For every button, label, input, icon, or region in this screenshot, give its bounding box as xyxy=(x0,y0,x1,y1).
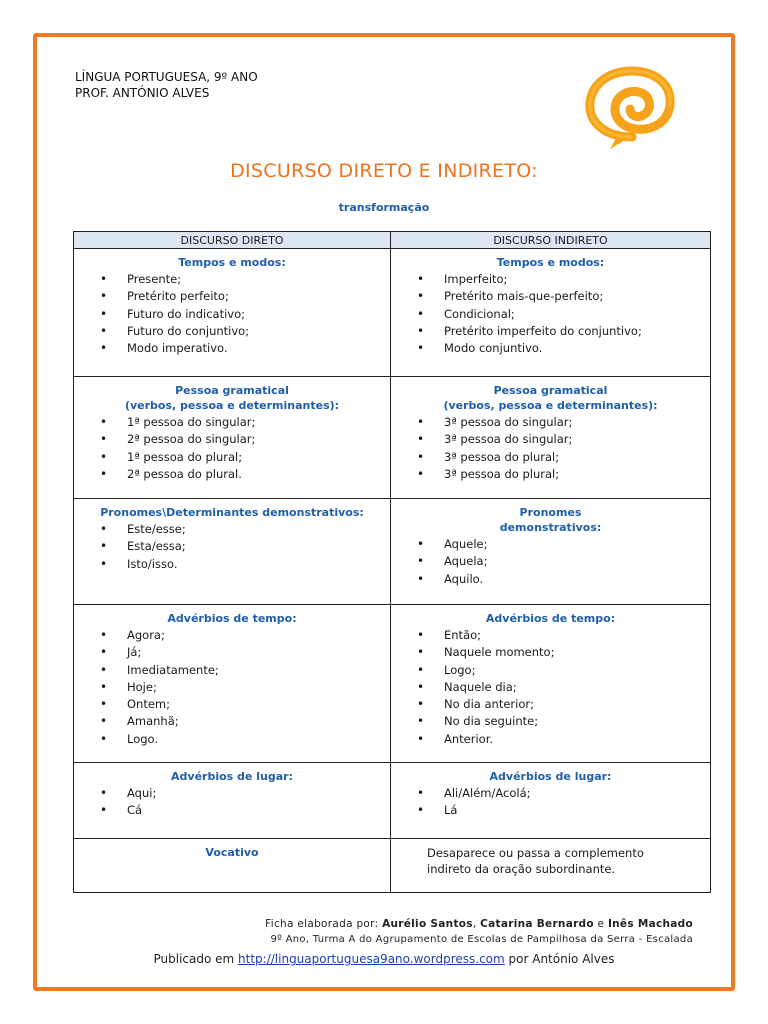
list-item: • Logo. xyxy=(127,731,380,748)
list-item: • Naquele dia; xyxy=(444,679,700,696)
list-item: • Aquele; xyxy=(444,536,700,553)
list-item: • No dia seguinte; xyxy=(444,713,700,730)
section-heading xyxy=(401,255,700,270)
bullet-list xyxy=(84,521,380,573)
list-item: • Pretérito imperfeito do conjuntivo; xyxy=(444,323,700,340)
document-title: DISCURSO DIRETO E INDIRETO: xyxy=(230,160,538,182)
cell-indirect xyxy=(391,839,711,893)
list-item: • 2ª pessoa do plural. xyxy=(127,466,380,483)
header-subject: LÍNGUA PORTUGUESA, 9º ANO xyxy=(75,70,258,84)
section-heading-line: Tempos e modos: xyxy=(496,256,605,269)
section-heading-line: Pronomes xyxy=(519,506,582,519)
bullet-list xyxy=(401,536,700,588)
publication-prefix: Publicado em xyxy=(153,952,239,966)
vocativo-text-line: indireto da oração subordinante. xyxy=(427,862,616,876)
cell-direct xyxy=(74,249,391,377)
section-heading-line: Pronomes\Determinantes demonstrativos: xyxy=(100,506,364,519)
list-item: • 1ª pessoa do singular; xyxy=(127,414,380,431)
cell-direct xyxy=(74,763,391,839)
list-item: • Condicional; xyxy=(444,306,700,323)
list-item: • Presente; xyxy=(127,271,380,288)
list-item: • Futuro do indicativo; xyxy=(127,306,380,323)
list-item: • Hoje; xyxy=(127,679,380,696)
section-heading-line: Advérbios de lugar: xyxy=(171,770,293,783)
list-item: • Já; xyxy=(127,644,380,661)
list-item: • Cá xyxy=(127,802,380,819)
cell-indirect xyxy=(391,763,711,839)
bullet-list xyxy=(401,414,700,483)
publication-suffix: por António Alves xyxy=(504,952,615,966)
credits-prefix: Ficha elaborada por: xyxy=(265,918,383,930)
list-item: • Aqui; xyxy=(127,785,380,802)
cell-indirect xyxy=(391,249,711,377)
list-item: • 3ª pessoa do plural; xyxy=(444,449,700,466)
credits-sep-2: e xyxy=(593,918,608,930)
section-heading-line: Advérbios de tempo: xyxy=(485,612,616,625)
spiral-logo-icon xyxy=(580,63,680,153)
list-item: • Modo conjuntivo. xyxy=(444,340,700,357)
section-heading xyxy=(401,611,700,626)
section-heading xyxy=(84,383,380,413)
list-item: • Ontem; xyxy=(127,696,380,713)
list-item: • Logo; xyxy=(444,662,700,679)
blog-link[interactable]: http://linguaportuguesa9ano.wordpress.com xyxy=(238,952,505,966)
cell-indirect xyxy=(391,499,711,605)
table-row xyxy=(74,605,711,763)
school-line: 9º Ano, Turma A do Agrupamento de Escolas de Pampilhosa da Serra - Escalada xyxy=(270,934,693,945)
cell-direct xyxy=(74,377,391,499)
table-row xyxy=(74,249,711,377)
table-row xyxy=(74,763,711,839)
list-item: • Esta/essa; xyxy=(127,538,380,555)
header-teacher: PROF. ANTÓNIO ALVES xyxy=(75,86,210,100)
section-heading-line: Tempos e modos: xyxy=(178,256,286,269)
section-heading xyxy=(84,255,380,270)
bullet-list xyxy=(84,271,380,357)
comparison-table xyxy=(73,231,711,893)
section-heading xyxy=(84,505,380,520)
table-row-vocativo xyxy=(74,839,711,893)
section-heading xyxy=(401,505,700,535)
bullet-list xyxy=(84,785,380,820)
document-header xyxy=(75,69,258,101)
section-heading-line: Pessoa gramatical xyxy=(493,384,608,397)
credits-sep-1: , xyxy=(472,918,481,930)
cell-direct xyxy=(74,839,391,893)
list-item: • Isto/isso. xyxy=(127,556,380,573)
list-item: • Lá xyxy=(444,802,700,819)
list-item: • Anterior. xyxy=(444,731,700,748)
section-heading xyxy=(401,383,700,413)
cell-direct xyxy=(74,605,391,763)
column-header-direct: DISCURSO DIRETO xyxy=(74,232,391,249)
section-heading-line: Pessoa gramatical xyxy=(175,384,289,397)
table-row xyxy=(74,377,711,499)
list-item: • No dia anterior; xyxy=(444,696,700,713)
list-item: • Pretérito mais-que-perfeito; xyxy=(444,288,700,305)
list-item: • Aquela; xyxy=(444,553,700,570)
list-item: • Agora; xyxy=(127,627,380,644)
list-item: • 3ª pessoa do singular; xyxy=(444,431,700,448)
list-item: • 2ª pessoa do singular; xyxy=(127,431,380,448)
list-item: • Este/esse; xyxy=(127,521,380,538)
vocativo-text-line: Desaparece ou passa a complemento xyxy=(427,846,644,860)
bullet-list xyxy=(84,627,380,748)
cell-direct xyxy=(74,499,391,605)
list-item: • Imediatamente; xyxy=(127,662,380,679)
document-subtitle: transformação xyxy=(338,201,430,214)
list-item: • 3ª pessoa do plural; xyxy=(444,466,700,483)
section-heading-line: (verbos, pessoa e determinantes): xyxy=(124,399,340,412)
section-heading-line: Advérbios de lugar: xyxy=(489,770,612,783)
list-item: • Pretérito perfeito; xyxy=(127,288,380,305)
publication-line xyxy=(0,952,768,966)
list-item: • 1ª pessoa do plural; xyxy=(127,449,380,466)
column-header-indirect: DISCURSO INDIRETO xyxy=(391,232,711,249)
section-heading xyxy=(84,611,380,626)
section-heading-line: (verbos, pessoa e determinantes): xyxy=(443,399,658,412)
section-heading-line: Advérbios de tempo: xyxy=(167,612,297,625)
credits-author-1: Aurélio Santos xyxy=(382,918,473,930)
list-item: • Modo imperativo. xyxy=(127,340,380,357)
bullet-list xyxy=(84,414,380,483)
list-item: • Futuro do conjuntivo; xyxy=(127,323,380,340)
section-heading-line: demonstrativos: xyxy=(499,521,602,534)
credits-author-3: Inês Machado xyxy=(607,918,693,930)
table-row xyxy=(74,499,711,605)
list-item: • Então; xyxy=(444,627,700,644)
section-heading xyxy=(84,769,380,784)
cell-indirect xyxy=(391,377,711,499)
credits-author-2: Catarina Bernardo xyxy=(480,918,594,930)
list-item: • Naquele momento; xyxy=(444,644,700,661)
section-heading xyxy=(401,769,700,784)
section-heading: Vocativo xyxy=(205,846,259,859)
table-header-row xyxy=(74,232,711,249)
list-item: • Amanhã; xyxy=(127,713,380,730)
list-item: • Aquilo. xyxy=(444,571,700,588)
table-body xyxy=(74,249,711,893)
list-item: • 3ª pessoa do singular; xyxy=(444,414,700,431)
bullet-list xyxy=(401,627,700,748)
list-item: • Imperfeito; xyxy=(444,271,700,288)
list-item: • Ali/Além/Acolá; xyxy=(444,785,700,802)
bullet-list xyxy=(401,271,700,357)
bullet-list xyxy=(401,785,700,820)
cell-indirect xyxy=(391,605,711,763)
credits-line xyxy=(265,918,693,930)
